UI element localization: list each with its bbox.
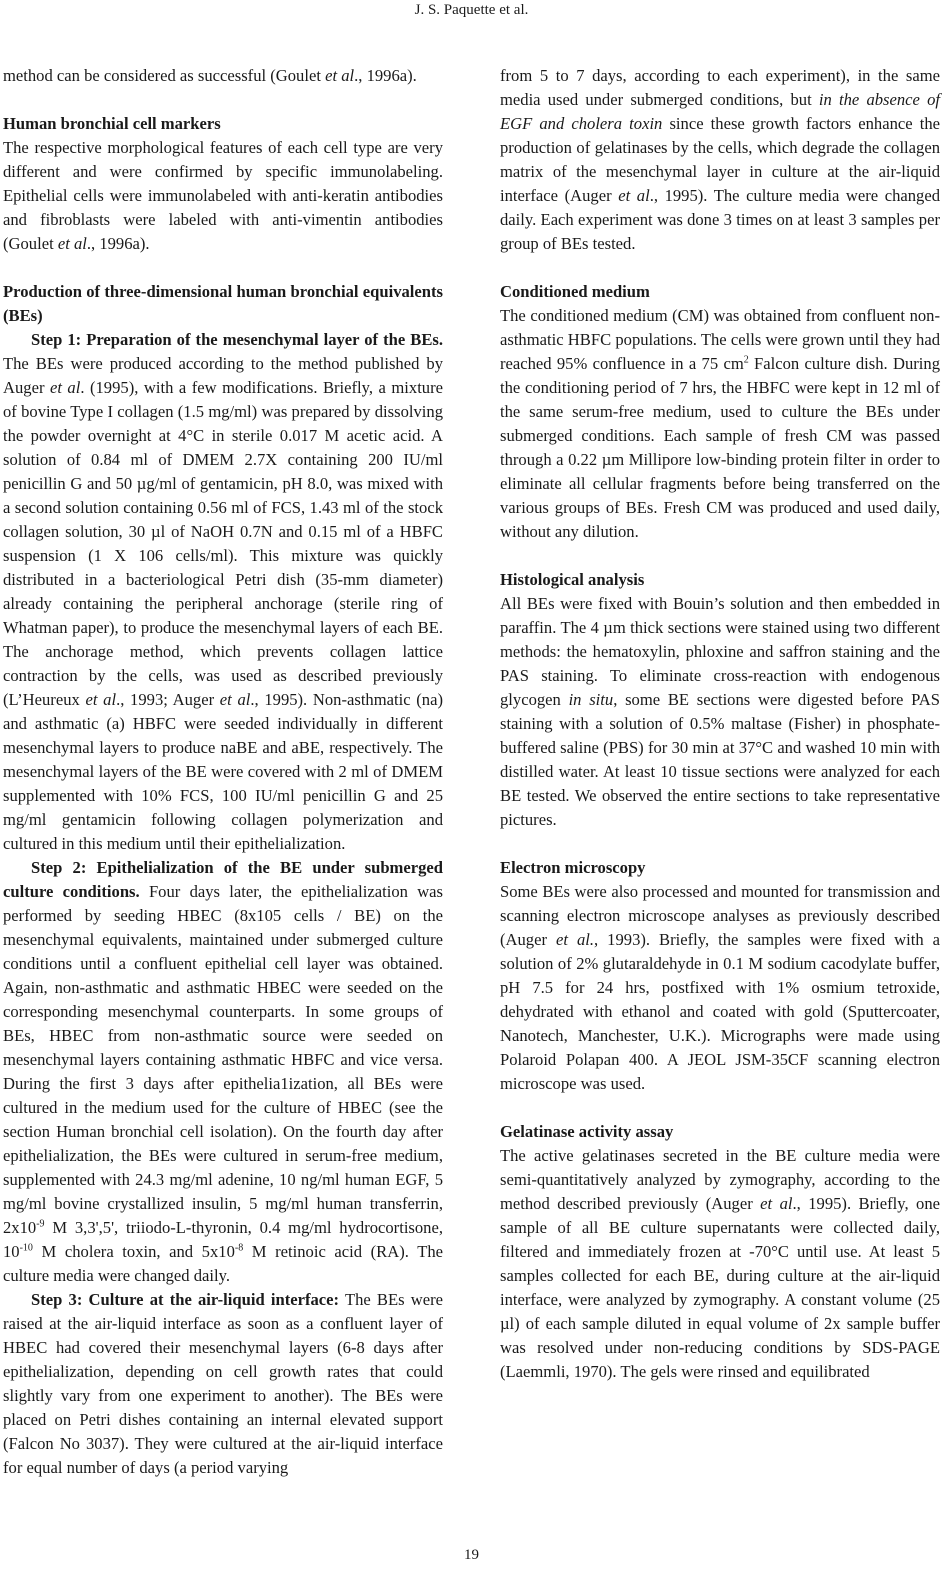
heading-cell-markers: Human bronchial cell markers xyxy=(3,114,221,133)
superscript: 2 xyxy=(743,354,749,366)
text-span: All BEs were fixed with Bouin’s solution and then embedded in paraffin. The 4 µm thick sections were stained using two different methods: the hematoxylin, phloxine and saffron staining and the PAS staining. To eliminate cross-reaction with endogenous glycogen xyxy=(500,594,940,709)
step3-lead: Step 3: Culture at the air-liquid interface: xyxy=(31,1290,340,1309)
text-span: ., 1996a). xyxy=(354,66,417,85)
heading-histological-analysis: Histological analysis xyxy=(500,570,645,589)
text-span: The conditioned medium (CM) was obtained from confluent non-asthmatic HBFC populations. The cells were grown until they had reached 95% confluence in a 75 cm xyxy=(500,306,940,373)
heading-electron-microscopy: Electron microscopy xyxy=(500,858,646,877)
text-span: The BEs were produced according to the method published by Auger xyxy=(3,354,443,397)
text-span: ., 1995). Non-asthmatic (na) and asthmatic (a) HBFC were seeded individually in different mesenchymal layers to produce naBE and aBE, respectively. The mesenchymal layers of the BE were covered with 2 ml of DMEM supplemented with 10% FCS, 100 IU/ml penicillin G and 25 mg/ml gentamicin following collagen polymerization and cultured in this medium until their epithelialization. xyxy=(3,690,443,853)
gelatinase-paragraph xyxy=(500,1144,940,1384)
histological-paragraph xyxy=(500,592,940,832)
heading-production: Production of three-dimensional human bronchial equivalents (BEs) xyxy=(3,282,443,325)
italic-span: in the absence of EGF and cholera toxin xyxy=(500,90,940,133)
italic-span: et al xyxy=(618,186,650,205)
running-head: J. S. Paquette et al. xyxy=(414,2,529,18)
text-span: from 5 to 7 days, according to each experiment), in the same media used under submerged conditions, but xyxy=(500,66,940,109)
superscript: -8 xyxy=(234,1242,244,1254)
text-span: Some BEs were also processed and mounted for transmission and scanning electron microscope analyses as previously described (Auger xyxy=(500,882,940,949)
superscript: -9 xyxy=(36,1218,45,1230)
conditioned-medium-paragraph xyxy=(500,304,940,544)
page-number: 19 xyxy=(464,1547,479,1563)
text-span: M retinoic acid (RA). The culture media were changed daily. xyxy=(3,1242,443,1285)
step1-lead: Step 1: Preparation of the mesenchymal layer of the BEs. xyxy=(31,330,443,349)
text-span: The BEs were raised at the air-liquid interface as soon as a confluent layer of HBEC had covered their mesenchymal layers (6-8 days after epithelialization, depending on cell growth rates that could slightly vary from one experiment to another). The BEs were placed on Petri dishes containing an internal elevated support (Falcon No 3037). They were cultured at the air-liquid interface for equal number of days (a period varying xyxy=(3,1290,443,1477)
superscript: -10 xyxy=(19,1242,33,1254)
italic-span: et al xyxy=(325,66,355,85)
text-span: M 3,3',5', triiodo-L-thyronin, 0.4 mg/ml hydrocortisone, 10 xyxy=(3,1218,443,1261)
text-span: The active gelatinases secreted in the BE culture media were semi-quantitatively analyzed by zymography, according to the method described previously (Auger xyxy=(500,1146,940,1213)
text-span: . (1995), with a few modifications. Briefly, a mixture of bovine Type I collagen (1.5 mg/ml) was prepared by dissolving the powder overnight at 4°C in sterile 0.017 M acetic acid. A solution of 0.84 ml of DMEM 2.7X containing 200 IU/ml penicillin G and 50 µg/ml of gentamicin, pH 8.0, was mixed with a second solution containing 0.56 ml of FCS, 1.43 ml of the stock collagen solution, 30 µl of NaOH 0.7N and 0.15 ml of a HBFC suspension (1 X 106 cells/ml). This mixture was quickly distributed in a bacteriological Petri dish (35-mm diameter) already containing the peripheral anchorage (sterile ring of Whatman paper), to produce the mesenchymal layers of each BE. The anchorage method, which prevents collagen lattice contraction by the cells, was used as described previously (L’Heureux xyxy=(3,378,443,709)
heading-conditioned-medium: Conditioned medium xyxy=(500,282,650,301)
italic-span: in situ xyxy=(568,690,614,709)
step2-paragraph xyxy=(3,856,443,1288)
text-span: Falcon culture dish. During the conditioning period of 7 hrs, the HBFC were kept in 12 ml of the same serum-free medium, used to culture the BEs under submerged conditions. Each sample of fresh CM was passed through a 0.22 µm Millipore low-binding protein filter in order to eliminate all cellular fragments before being transferred on the various groups of BEs. Fresh CM was produced and used daily, without any dilution. xyxy=(500,354,940,541)
text-span: ., 1995). Briefly, one sample of all BE culture supernatants were collected daily, filtered and immediately frozen at -70°C until use. At least 5 samples collected for each BE, during culture at the air-liquid interface, were analyzed by zymography. A constant volume (25 µl) of each sample diluted in equal volume of 2x sample buffer was resolved under non-reducing conditions by SDS-PAGE (Laemmli, 1970). The gels were rinsed and equilibrated xyxy=(500,1194,941,1381)
text-span: ., 1996a). xyxy=(86,234,150,253)
text-span: Four days later, the epithelialization was performed by seeding HBEC (8x105 cells / BE) on the mesenchymal equivalents, maintained under submerged culture conditions until a confluent epithelial cell layer was obtained. Again, non-asthmatic and asthmatic HBEC were seeded on the corresponding mesenchymal counterparts. In some groups of BEs, HBEC from non-asthmatic source were seeded on mesenchymal layers containing asthmatic HBFC and vice versa. During the first 3 days after epithelia1ization, all BEs were cultured in the medium used for the culture of HBEC (see the section Human bronchial cell isolation). On the fourth day after epithelialization, the BEs were cultured in serum-free medium, supplemented with 24.3 mg/ml adenine, 10 ng/ml human EGF, 5 mg/ml bovine crystallized insulin, 5 mg/ml human transferrin, 2x10 xyxy=(3,882,443,1237)
text-span: ., 1995). The culture media were changed daily. Each experiment was done 3 times on at least 3 samples per group of BEs tested. xyxy=(500,186,941,253)
text-span: , 1993). Briefly, the samples were fixed with a solution of 2% glutaraldehyde in 0.1 M sodium cacodylate buffer, pH 7.5 for 24 hrs, postfixed with 1% osmium tetroxide, dehydrated with ethanol and coated with gold (Sputtercoater, Nanotech, Manchester, U.K.). Micrographs were made using Polaroid Polapan 400. A JEOL JSM-35CF scanning electron microscope was used. xyxy=(500,930,940,1093)
italic-span: et al xyxy=(219,690,251,709)
text-span: since these growth factors enhance the production of gelatinases by the cells, which degrade the collagen matrix of the mesenchymal layer in culture at the air-liquid interface (Auger xyxy=(500,114,940,205)
left-column xyxy=(3,64,443,1480)
italic-span: et al xyxy=(57,234,87,253)
text-span: , some BE sections were digested before PAS staining with a solution of 0.5% maltase (Fisher) in phosphate-buffered saline (PBS) for 30 min at 37°C and washed 10 min with distilled water. At least 10 tissue sections were analyzed for each BE tested. We observed the entire sections to take representative pictures. xyxy=(500,690,940,829)
cell-markers-paragraph xyxy=(3,136,443,256)
electron-microscopy-paragraph xyxy=(500,880,940,1096)
italic-span: et al xyxy=(85,690,117,709)
italic-span: et al. xyxy=(556,930,595,949)
text-span: M cholera toxin, and 5x10 xyxy=(32,1242,235,1261)
step2-lead: Step 2: Epithelialization of the BE under submerged culture conditions. xyxy=(3,858,443,901)
step3-paragraph xyxy=(3,1288,443,1480)
intro-paragraph xyxy=(3,64,443,88)
step1-paragraph xyxy=(3,328,443,856)
right-column xyxy=(500,64,940,1384)
italic-span: et al xyxy=(760,1194,793,1213)
heading-gelatinase-assay: Gelatinase activity assay xyxy=(500,1122,674,1141)
text-span: The respective morphological features of each cell type are very different and were confirmed by specific immunolabeling. Epithelial cells were immunolabeled with anti-keratin antibodies and fibroblasts were labeled with anti-vimentin antibodies (Goulet xyxy=(3,138,443,253)
continuation-paragraph xyxy=(500,64,940,256)
text-span: method can be considered as successful (Goulet xyxy=(3,66,326,85)
italic-span: et al xyxy=(49,378,81,397)
text-span: ., 1993; Auger xyxy=(116,690,220,709)
